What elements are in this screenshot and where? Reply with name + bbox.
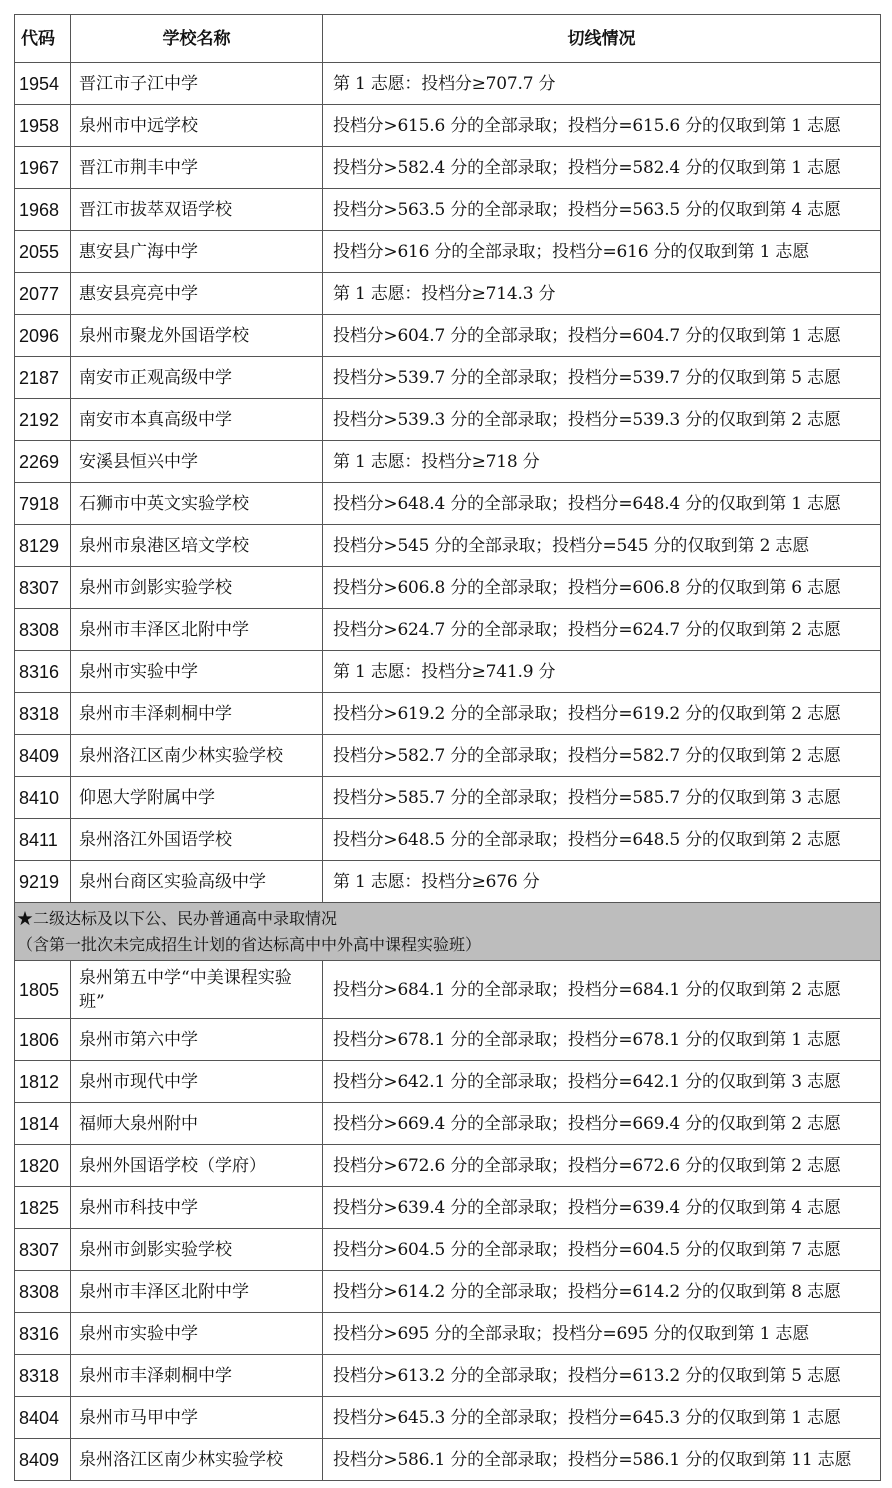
cutoff-cell: 第 1 志愿：投档分≥718 分 bbox=[323, 441, 881, 483]
cutoff-cell: 投档分>606.8 分的全部录取；投档分=606.8 分的仅取到第 6 志愿 bbox=[323, 567, 881, 609]
table-row bbox=[15, 1019, 881, 1061]
school-code-cell: 9219 bbox=[15, 861, 71, 903]
table-row bbox=[15, 105, 881, 147]
school-code-cell: 1806 bbox=[15, 1019, 71, 1061]
cutoff-cell: 第 1 志愿：投档分≥676 分 bbox=[323, 861, 881, 903]
school-code-cell: 8411 bbox=[15, 819, 71, 861]
school-name-cell: 泉州市实验中学 bbox=[71, 651, 323, 693]
table-row bbox=[15, 1355, 881, 1397]
school-code-cell: 8318 bbox=[15, 693, 71, 735]
table-row bbox=[15, 1145, 881, 1187]
school-name-cell: 泉州第五中学“中美课程实验班” bbox=[71, 961, 323, 1019]
school-name-cell: 惠安县亮亮中学 bbox=[71, 273, 323, 315]
cutoff-cell: 投档分>642.1 分的全部录取；投档分=642.1 分的仅取到第 3 志愿 bbox=[323, 1061, 881, 1103]
school-name-cell: 仰恩大学附属中学 bbox=[71, 777, 323, 819]
school-name-cell: 南安市本真高级中学 bbox=[71, 399, 323, 441]
school-code-cell: 1968 bbox=[15, 189, 71, 231]
table-row bbox=[15, 1313, 881, 1355]
cutoff-cell: 投档分>648.5 分的全部录取；投档分=648.5 分的仅取到第 2 志愿 bbox=[323, 819, 881, 861]
group1-body bbox=[15, 63, 881, 903]
school-code-cell: 2187 bbox=[15, 357, 71, 399]
school-name-cell: 泉州外国语学校（学府） bbox=[71, 1145, 323, 1187]
school-name-cell: 泉州台商区实验高级中学 bbox=[71, 861, 323, 903]
table-row bbox=[15, 693, 881, 735]
school-name-cell: 晋江市荆丰中学 bbox=[71, 147, 323, 189]
table-row bbox=[15, 357, 881, 399]
cutoff-cell: 投档分>615.6 分的全部录取；投档分=615.6 分的仅取到第 1 志愿 bbox=[323, 105, 881, 147]
table-row bbox=[15, 1187, 881, 1229]
admission-cutoff-sheet bbox=[14, 14, 880, 1481]
school-name-cell: 泉州市马甲中学 bbox=[71, 1397, 323, 1439]
table-row bbox=[15, 1061, 881, 1103]
table-row bbox=[15, 1229, 881, 1271]
cutoff-cell: 第 1 志愿：投档分≥741.9 分 bbox=[323, 651, 881, 693]
cutoff-cell: 投档分>639.4 分的全部录取；投档分=639.4 分的仅取到第 4 志愿 bbox=[323, 1187, 881, 1229]
school-name-cell: 晋江市拔萃双语学校 bbox=[71, 189, 323, 231]
school-name-cell: 泉州市实验中学 bbox=[71, 1313, 323, 1355]
school-name-cell: 泉州市科技中学 bbox=[71, 1187, 323, 1229]
cutoff-cell: 投档分>563.5 分的全部录取；投档分=563.5 分的仅取到第 4 志愿 bbox=[323, 189, 881, 231]
school-name-cell: 泉州洛江区南少林实验学校 bbox=[71, 735, 323, 777]
school-name-cell: 泉州洛江外国语学校 bbox=[71, 819, 323, 861]
table-row bbox=[15, 273, 881, 315]
table-row bbox=[15, 147, 881, 189]
school-code-cell: 8129 bbox=[15, 525, 71, 567]
cutoff-cell: 投档分>684.1 分的全部录取；投档分=684.1 分的仅取到第 2 志愿 bbox=[323, 961, 881, 1019]
table-row bbox=[15, 483, 881, 525]
school-name-cell: 泉州市第六中学 bbox=[71, 1019, 323, 1061]
code-column-header: 代码 bbox=[15, 15, 71, 63]
school-code-cell: 1967 bbox=[15, 147, 71, 189]
table-row bbox=[15, 609, 881, 651]
school-code-cell: 2077 bbox=[15, 273, 71, 315]
table-row bbox=[15, 315, 881, 357]
table-row bbox=[15, 1439, 881, 1481]
cutoff-cell: 第 1 志愿：投档分≥714.3 分 bbox=[323, 273, 881, 315]
table-row bbox=[15, 1397, 881, 1439]
school-name-cell: 泉州洛江区南少林实验学校 bbox=[71, 1439, 323, 1481]
school-name-cell: 泉州市丰泽区北附中学 bbox=[71, 1271, 323, 1313]
school-code-cell: 1958 bbox=[15, 105, 71, 147]
school-name-cell: 泉州市丰泽区北附中学 bbox=[71, 609, 323, 651]
school-name-cell: 石狮市中英文实验学校 bbox=[71, 483, 323, 525]
school-code-cell: 8316 bbox=[15, 1313, 71, 1355]
school-name-cell: 安溪县恒兴中学 bbox=[71, 441, 323, 483]
school-code-cell: 7918 bbox=[15, 483, 71, 525]
school-name-cell: 泉州市丰泽刺桐中学 bbox=[71, 1355, 323, 1397]
school-name-cell: 泉州市泉港区培文学校 bbox=[71, 525, 323, 567]
cutoff-cell: 投档分>624.7 分的全部录取；投档分=624.7 分的仅取到第 2 志愿 bbox=[323, 609, 881, 651]
table-row bbox=[15, 961, 881, 1019]
school-name-cell: 泉州市现代中学 bbox=[71, 1061, 323, 1103]
section-heading-note: （含第一批次未完成招生计划的省达标高中中外高中课程实验班） bbox=[17, 934, 482, 954]
school-code-cell: 8316 bbox=[15, 651, 71, 693]
cutoff-cell: 投档分>672.6 分的全部录取；投档分=672.6 分的仅取到第 2 志愿 bbox=[323, 1145, 881, 1187]
school-code-cell: 1820 bbox=[15, 1145, 71, 1187]
cutoff-cell: 投档分>604.7 分的全部录取；投档分=604.7 分的仅取到第 1 志愿 bbox=[323, 315, 881, 357]
section-heading-title: ★二级达标及以下公、民办普通高中录取情况 bbox=[17, 908, 338, 928]
school-code-cell: 2269 bbox=[15, 441, 71, 483]
school-code-cell: 8404 bbox=[15, 1397, 71, 1439]
cutoff-cell: 投档分>604.5 分的全部录取；投档分=604.5 分的仅取到第 7 志愿 bbox=[323, 1229, 881, 1271]
table-row bbox=[15, 777, 881, 819]
table-row bbox=[15, 525, 881, 567]
cutoff-cell: 投档分>545 分的全部录取；投档分=545 分的仅取到第 2 志愿 bbox=[323, 525, 881, 567]
cutoff-cell: 投档分>539.7 分的全部录取；投档分=539.7 分的仅取到第 5 志愿 bbox=[323, 357, 881, 399]
table-row bbox=[15, 735, 881, 777]
cutoff-cell: 投档分>695 分的全部录取；投档分=695 分的仅取到第 1 志愿 bbox=[323, 1313, 881, 1355]
table-row bbox=[15, 651, 881, 693]
table-row bbox=[15, 1271, 881, 1313]
cutoff-cell: 投档分>616 分的全部录取；投档分=616 分的仅取到第 1 志愿 bbox=[323, 231, 881, 273]
cutoff-cell: 投档分>619.2 分的全部录取；投档分=619.2 分的仅取到第 2 志愿 bbox=[323, 693, 881, 735]
section-heading-row bbox=[15, 903, 881, 961]
cutoff-cell: 投档分>586.1 分的全部录取；投档分=586.1 分的仅取到第 11 志愿 bbox=[323, 1439, 881, 1481]
school-name-cell: 泉州市聚龙外国语学校 bbox=[71, 315, 323, 357]
table-row bbox=[15, 567, 881, 609]
section-body bbox=[15, 903, 881, 961]
group2-body bbox=[15, 961, 881, 1481]
cutoff-cell: 投档分>585.7 分的全部录取；投档分=585.7 分的仅取到第 3 志愿 bbox=[323, 777, 881, 819]
table-row bbox=[15, 231, 881, 273]
school-code-cell: 1825 bbox=[15, 1187, 71, 1229]
school-code-cell: 8307 bbox=[15, 1229, 71, 1271]
cutoff-cell: 投档分>582.7 分的全部录取；投档分=582.7 分的仅取到第 2 志愿 bbox=[323, 735, 881, 777]
school-code-cell: 1805 bbox=[15, 961, 71, 1019]
school-code-cell: 2096 bbox=[15, 315, 71, 357]
school-name-cell: 泉州市中远学校 bbox=[71, 105, 323, 147]
cutoff-cell: 投档分>582.4 分的全部录取；投档分=582.4 分的仅取到第 1 志愿 bbox=[323, 147, 881, 189]
school-code-cell: 8308 bbox=[15, 609, 71, 651]
cutoff-cell: 投档分>669.4 分的全部录取；投档分=669.4 分的仅取到第 2 志愿 bbox=[323, 1103, 881, 1145]
school-column-header: 学校名称 bbox=[71, 15, 323, 63]
school-code-cell: 8308 bbox=[15, 1271, 71, 1313]
cutoff-cell: 投档分>614.2 分的全部录取；投档分=614.2 分的仅取到第 8 志愿 bbox=[323, 1271, 881, 1313]
section-heading bbox=[15, 903, 881, 961]
cutoff-table bbox=[14, 14, 881, 1481]
school-code-cell: 8307 bbox=[15, 567, 71, 609]
header-row bbox=[15, 15, 881, 63]
table-row bbox=[15, 63, 881, 105]
table-row bbox=[15, 819, 881, 861]
table-row bbox=[15, 441, 881, 483]
cutoff-cell: 投档分>678.1 分的全部录取；投档分=678.1 分的仅取到第 1 志愿 bbox=[323, 1019, 881, 1061]
school-name-cell: 福师大泉州附中 bbox=[71, 1103, 323, 1145]
school-code-cell: 8410 bbox=[15, 777, 71, 819]
table-row bbox=[15, 861, 881, 903]
table-row bbox=[15, 189, 881, 231]
table-row bbox=[15, 1103, 881, 1145]
cutoff-cell: 投档分>539.3 分的全部录取；投档分=539.3 分的仅取到第 2 志愿 bbox=[323, 399, 881, 441]
cutoff-cell: 投档分>648.4 分的全部录取；投档分=648.4 分的仅取到第 1 志愿 bbox=[323, 483, 881, 525]
school-code-cell: 1814 bbox=[15, 1103, 71, 1145]
school-name-cell: 晋江市子江中学 bbox=[71, 63, 323, 105]
school-name-cell: 南安市正观高级中学 bbox=[71, 357, 323, 399]
school-code-cell: 2055 bbox=[15, 231, 71, 273]
school-code-cell: 2192 bbox=[15, 399, 71, 441]
school-code-cell: 1812 bbox=[15, 1061, 71, 1103]
school-name-cell: 泉州市剑影实验学校 bbox=[71, 1229, 323, 1271]
cutoff-cell: 第 1 志愿：投档分≥707.7 分 bbox=[323, 63, 881, 105]
school-code-cell: 8409 bbox=[15, 735, 71, 777]
school-code-cell: 8409 bbox=[15, 1439, 71, 1481]
cutoff-cell: 投档分>613.2 分的全部录取；投档分=613.2 分的仅取到第 5 志愿 bbox=[323, 1355, 881, 1397]
school-name-cell: 泉州市丰泽刺桐中学 bbox=[71, 693, 323, 735]
school-code-cell: 8318 bbox=[15, 1355, 71, 1397]
school-code-cell: 1954 bbox=[15, 63, 71, 105]
cutoff-column-header: 切线情况 bbox=[323, 15, 881, 63]
school-name-cell: 泉州市剑影实验学校 bbox=[71, 567, 323, 609]
table-row bbox=[15, 399, 881, 441]
school-name-cell: 惠安县广海中学 bbox=[71, 231, 323, 273]
cutoff-cell: 投档分>645.3 分的全部录取；投档分=645.3 分的仅取到第 1 志愿 bbox=[323, 1397, 881, 1439]
